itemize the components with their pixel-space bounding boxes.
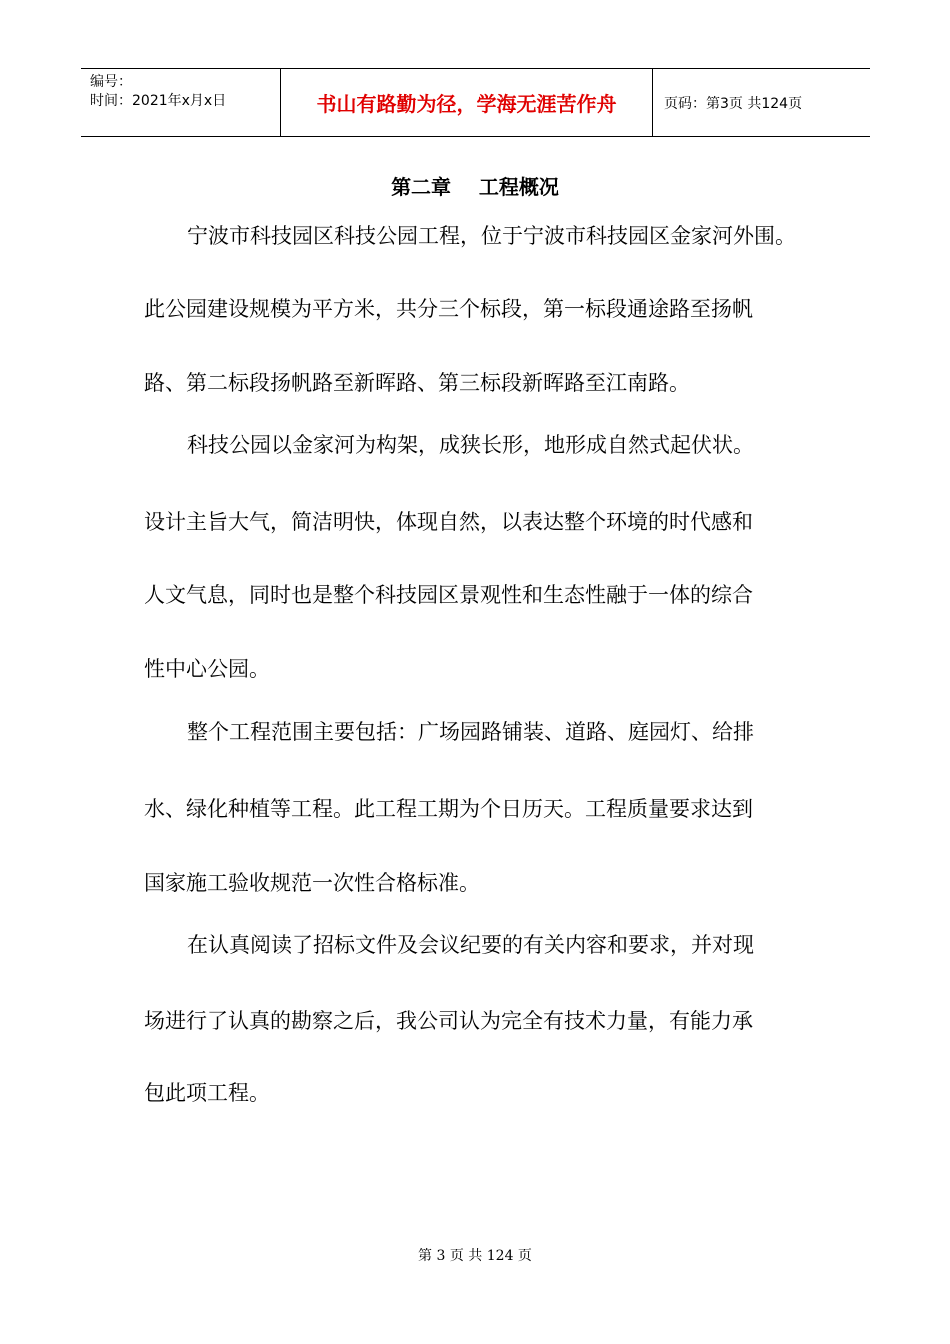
paragraph-line: 水、绿化种植等工程。此工程工期为个日历天。工程质量要求达到 — [144, 797, 753, 821]
header-table — [81, 68, 870, 137]
paragraph-line: 人文气息，同时也是整个科技园区景观性和生态性融于一体的综合 — [144, 583, 753, 607]
page-info: 页码：第3页 共124页 — [664, 95, 803, 112]
motto: 书山有路勤为径，学海无涯苦作舟 — [281, 69, 653, 136]
chapter-title: 第二章 工程概况 — [391, 175, 559, 199]
paragraph-line: 场进行了认真的勘察之后，我公司认为完全有技术力量，有能力承 — [144, 1009, 753, 1033]
paragraph-line: 在认真阅读了招标文件及会议纪要的有关内容和要求，并对现 — [187, 933, 754, 957]
paragraph-line: 路、第二标段扬帆路至新晖路、第三标段新晖路至江南路。 — [144, 371, 690, 395]
header-left-cell — [81, 69, 281, 136]
page-footer: 第 3 页 共 124 页 — [418, 1248, 532, 1264]
number-label: 编号： — [90, 74, 132, 90]
paragraph-line: 设计主旨大气，简洁明快，体现自然，以表达整个环境的时代感和 — [144, 510, 753, 534]
paragraph-line: 包此项工程。 — [144, 1081, 270, 1105]
paragraph-line: 性中心公园。 — [144, 657, 270, 681]
paragraph-line: 国家施工验收规范一次性合格标准。 — [144, 871, 480, 895]
time-label: 时间：2021年x月x日 — [90, 93, 227, 109]
paragraph-line: 宁波市科技园区科技公园工程，位于宁波市科技园区金家河外围。 — [187, 224, 796, 248]
paragraph-line: 整个工程范围主要包括：广场园路铺装、道路、庭园灯、给排 — [187, 720, 754, 744]
paragraph-line: 此公园建设规模为平方米，共分三个标段，第一标段通途路至扬帆 — [144, 297, 753, 321]
paragraph-line: 科技公园以金家河为构架，成狭长形，地形成自然式起伏状。 — [187, 433, 754, 457]
